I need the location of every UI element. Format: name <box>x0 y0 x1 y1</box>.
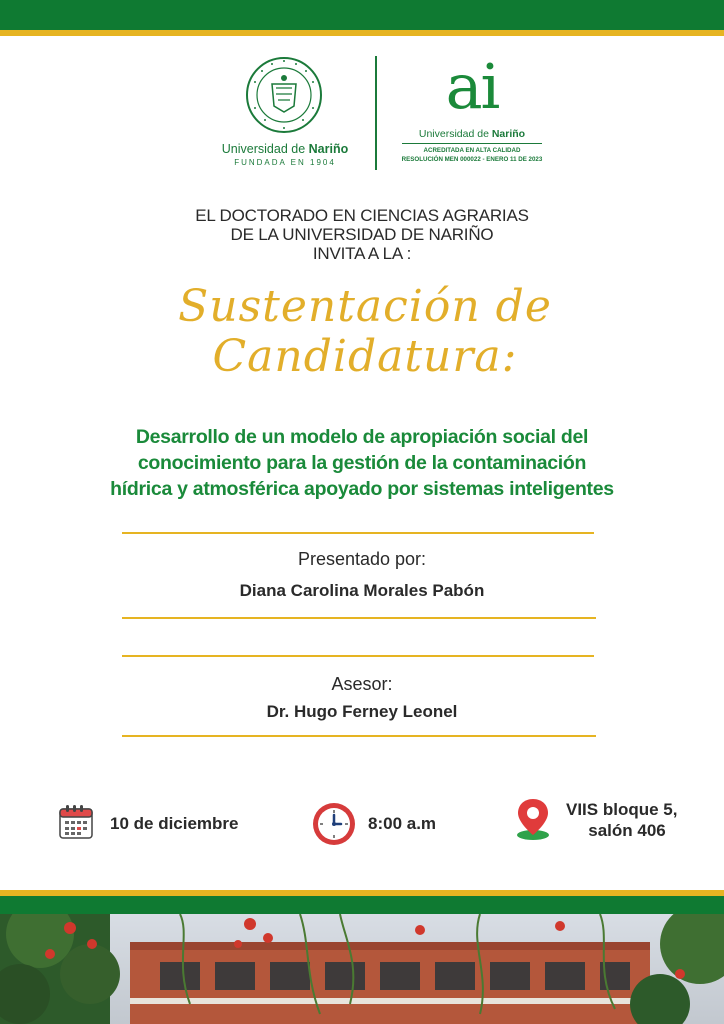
thesis-title <box>70 424 654 502</box>
event-title <box>140 282 590 382</box>
event-date <box>58 800 258 848</box>
presenter-name: Diana Carolina Morales Pabón <box>239 581 485 600</box>
invitation-intro <box>120 206 604 263</box>
clock-icon <box>312 802 356 846</box>
campus-building-image <box>0 914 724 1024</box>
event-time <box>312 800 462 848</box>
event-place-line1: VIIS bloque 5, <box>566 800 678 819</box>
intro-line: DE LA UNIVERSIDAD DE NARIÑO <box>230 225 494 244</box>
divider-line <box>122 655 594 657</box>
accreditation-logo <box>396 52 548 172</box>
ai-mark: ai <box>445 50 499 123</box>
university-name: Universidad de Nariño <box>221 142 349 156</box>
thesis-line: Desarrollo de un modelo de apropiación social del <box>135 426 589 448</box>
title-line: Candidatura: <box>212 331 518 382</box>
event-place <box>514 800 678 848</box>
accreditation-text: ACREDITADA EN ALTA CALIDAD <box>423 147 521 154</box>
calendar-icon <box>58 804 94 840</box>
bottom-green-band <box>0 896 724 914</box>
accreditation-rule <box>402 143 542 144</box>
university-logo <box>215 52 355 182</box>
university-founded: FUNDADA EN 1904 <box>234 158 336 167</box>
accreditation-resolution: RESOLUCIÓN MEN 000022 - ENERO 11 DE 2023 <box>401 156 543 163</box>
top-gold-stripe <box>0 30 724 36</box>
intro-line: EL DOCTORADO EN CIENCIAS AGRARIAS <box>195 206 529 225</box>
campus-photo <box>0 914 724 1024</box>
thesis-line: hídrica y atmosférica apoyado por sistemas inteligentes <box>110 478 614 500</box>
accreditation-university-name: Universidad de Nariño <box>418 128 526 140</box>
university-seal-icon <box>245 56 323 134</box>
divider-line <box>122 617 596 619</box>
logo-divider <box>375 56 377 170</box>
divider-line <box>122 735 596 737</box>
intro-line: INVITA A LA : <box>312 244 412 263</box>
title-line: Sustentación de <box>178 281 552 332</box>
top-green-band <box>0 0 724 30</box>
event-date-text: 10 de diciembre <box>110 814 239 833</box>
event-place-line2: salón 406 <box>588 821 666 840</box>
thesis-line: conocimiento para la gestión de la contaminación <box>137 452 587 474</box>
advisor-name: Dr. Hugo Ferney Leonel <box>266 702 458 721</box>
event-time-text: 8:00 a.m <box>368 814 437 833</box>
presenter-label: Presentado por: <box>297 549 427 569</box>
location-pin-icon <box>514 797 552 841</box>
advisor-label: Asesor: <box>331 674 393 694</box>
divider-line <box>122 532 594 534</box>
